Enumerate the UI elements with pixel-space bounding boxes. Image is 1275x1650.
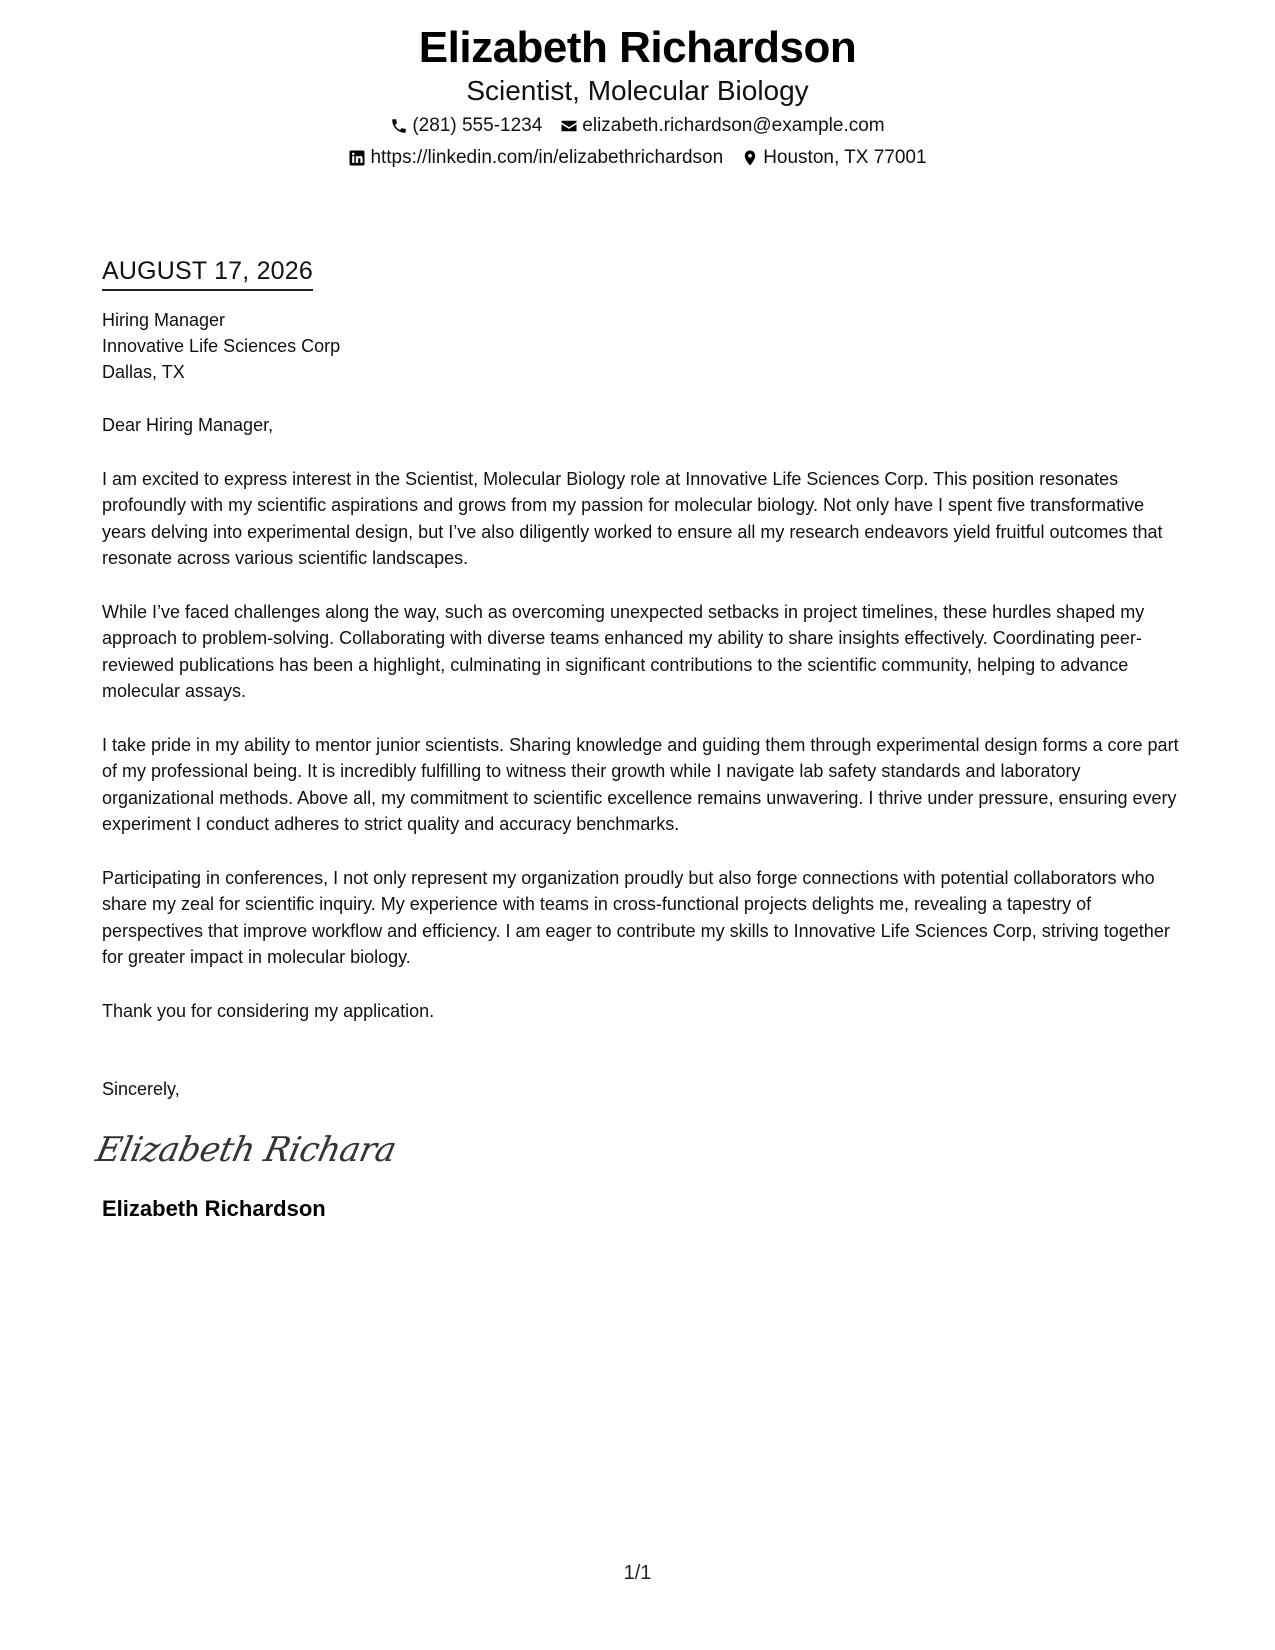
signature-drawing bbox=[92, 1125, 400, 1175]
phone-contact[interactable] bbox=[390, 114, 542, 138]
linkedin-icon bbox=[348, 149, 366, 167]
signature-text: Elizabeth Richara bbox=[92, 1129, 400, 1170]
body-paragraph-4: Participating in conferences, I not only represent my organization proudly but also forge connections with potential collaborators who share my zeal for scientific inquiry. My experience with teams in cross-functional projects delights me, revealing a tapestry of perspectives that improve workflow and efficiency. I am eager to contribute my skills to Innovative Life Sciences Corp, striving together for greater impact in molecular biology. bbox=[102, 867, 1170, 967]
phone-text: (281) 555-1234 bbox=[412, 115, 543, 136]
linkedin-text: https://linkedin.com/in/elizabethrichardson bbox=[370, 147, 724, 168]
email-contact[interactable] bbox=[560, 114, 884, 138]
applicant-title: Scientist, Molecular Biology bbox=[466, 75, 809, 106]
body-paragraph-3: I take pride in my ability to mentor junior scientists. Sharing knowledge and guiding them through experimental design forms a core part of my professional being. It is incredibly fulfilling to witness their growth while I navigate lab safety standards and laboratory organizational methods. Above all, my commitment to scientific excellence remains unwavering. I thrive under pressure, ensuring every experiment I conduct adheres to strict quality and accuracy benchmarks. bbox=[102, 734, 1179, 834]
letter-body bbox=[92, 255, 1182, 1223]
recipient-company: Innovative Life Sciences Corp bbox=[102, 336, 341, 356]
salutation: Dear Hiring Manager, bbox=[102, 415, 274, 435]
closing: Sincerely, bbox=[102, 1079, 180, 1099]
linkedin-contact[interactable] bbox=[348, 146, 723, 170]
phone-icon bbox=[390, 117, 408, 135]
body-paragraph-2: While I’ve faced challenges along the way, such as overcoming unexpected setbacks in project timelines, these hurdles shaped my approach to problem-solving. Collaborating with diverse teams enhanced my ability to share insights effectively. Coordinating peer-reviewed publications has been a highlight, culminating in significant contributions to the scientific community, helping to advance molecular assays. bbox=[102, 601, 1145, 701]
contact-row-primary bbox=[0, 114, 1275, 138]
map-marker-icon bbox=[741, 149, 759, 167]
contact-row-secondary bbox=[0, 146, 1275, 170]
recipient-location: Dallas, TX bbox=[102, 362, 185, 382]
thanks-line: Thank you for considering my application. bbox=[102, 1000, 435, 1021]
email-text: elizabeth.richardson@example.com bbox=[582, 115, 885, 136]
letter-header bbox=[0, 22, 1275, 170]
signature-image bbox=[92, 1125, 1182, 1175]
body-paragraph-1: I am excited to express interest in the Scientist, Molecular Biology role at Innovative Life Sciences Corp. This position resonates profoundly with my scientific aspirations and grows from my passion for molecular biology. Not only have I spent five transformative years delving into experimental design, but I’ve also diligently worked to ensure all my research endeavors yield fruitful outcomes that resonate across various scientific landscapes. bbox=[102, 468, 1163, 568]
recipient-block bbox=[102, 307, 1182, 385]
recipient-name: Hiring Manager bbox=[102, 310, 226, 330]
location-contact bbox=[741, 146, 926, 170]
page-number: 1/1 bbox=[623, 1562, 652, 1584]
letter-date: AUGUST 17, 2026 bbox=[102, 255, 313, 291]
applicant-name: Elizabeth Richardson bbox=[418, 23, 857, 72]
location-text: Houston, TX 77001 bbox=[763, 147, 927, 168]
signed-name: Elizabeth Richardson bbox=[102, 1195, 326, 1221]
envelope-icon bbox=[560, 117, 578, 135]
